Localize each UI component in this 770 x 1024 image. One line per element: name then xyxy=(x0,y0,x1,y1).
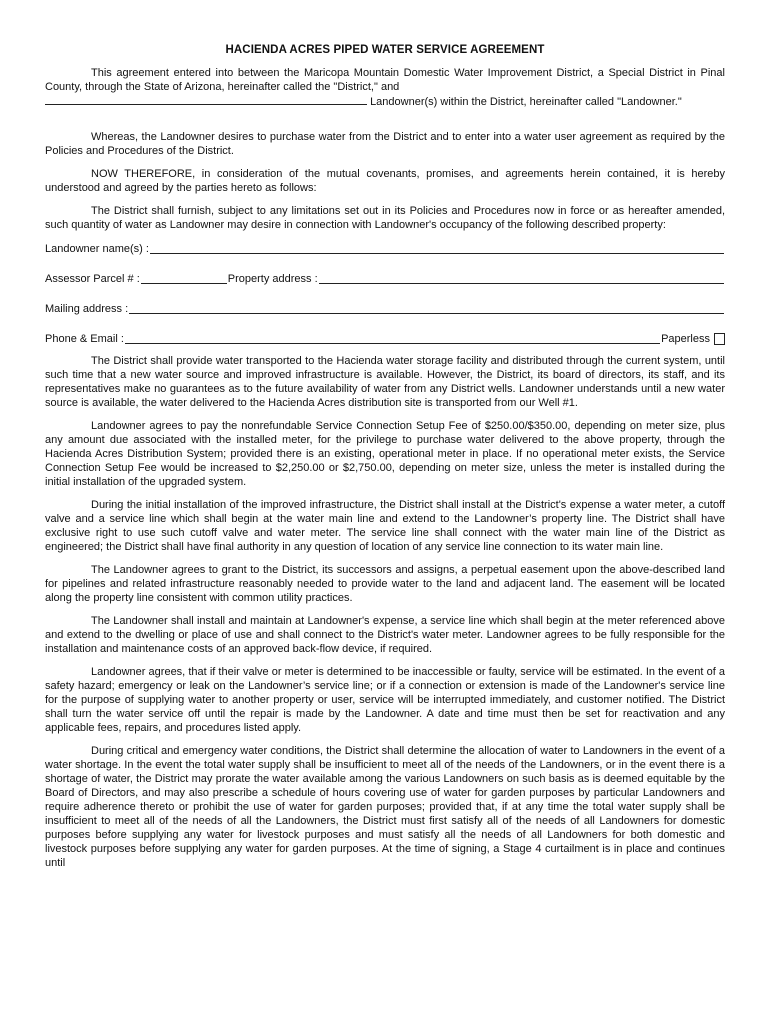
water-transport-paragraph: The District shall provide water transported to the Hacienda water storage facility and distributed through the current system, until such time that a new water source and improved infrastructure is available. However, the District, its board of directors, its staff, and its representatives make no guarantees as to the future availability of water from any District wells. Landowner understands until a new water source is available, the water delivered to the Hacienda Acres distribution site is transported from our Well #1. xyxy=(45,355,725,409)
furnish-paragraph: The District shall furnish, subject to any limitations set out in its Policies and Procedures now in force or as hereafter amended, such quantity of water as Landowner may desire in connection with Landowner's occupancy of the following described property: xyxy=(45,205,725,231)
property-address-label: Property address : xyxy=(227,273,318,285)
now-therefore-paragraph: NOW THEREFORE, in consideration of the mutual covenants, promises, and agreements herein contained, it is hereby understood and agreed by the parties hereto as follows: xyxy=(45,168,725,194)
service-line-paragraph: The Landowner shall install and maintain at Landowner's expense, a service line which shall begin at the meter referenced above and extend to the dwelling or place of use and shall connect to the District's water meter. Landowner agrees to be fully responsible for the installation and maintenance costs of an approved back-flow device, if required. xyxy=(45,615,725,655)
paperless-option xyxy=(661,332,725,346)
assessor-parcel-field[interactable] xyxy=(141,272,227,284)
faulty-meter-paragraph: Landowner agrees, that if their valve or meter is determined to be inaccessible or faulty, service will be estimated. In the event of a safety hazard; emergency or leak on the Landowner’s service line; or if a connection or extension is made of the Landowner's service line for the purpose of supplying water to another property or user, service will be interrupted immediately, and customer notified. The District shall turn the water service off until the repair is made by the Landowner. A date and time must then be set for reactivation and any applicable fees, repairs, and procedures listed apply. xyxy=(45,666,725,734)
intro-paragraph xyxy=(45,66,725,94)
mailing-address-field[interactable] xyxy=(129,302,724,314)
mailing-address-label: Mailing address : xyxy=(45,303,129,315)
property-address-field[interactable] xyxy=(319,272,724,284)
paperless-label: Paperless xyxy=(661,333,710,345)
landowner-names-label: Landowner name(s) : xyxy=(45,243,149,255)
intro-text-part2: Landowner(s) within the District, hereinafter called "Landowner." xyxy=(370,96,682,108)
phone-email-row xyxy=(45,332,725,346)
parcel-address-row xyxy=(45,272,725,286)
water-shortage-paragraph: During critical and emergency water conditions, the District shall determine the allocation of water to Landowners in the event of a water shortage. In the event the total water supply shall be insufficient to meet all of the needs of the Landowners, or in the event there is a shortage of water, the District may prorate the water available among the various Landowners on such basis as is deemed equitable by the Board of Directors, and may also prescribe a schedule of hours covering use of water for garden purposes by particular Landowners and require adherence thereto or prohibit the use of water for garden purposes; provided that, if at any time the total water supply shall be insufficient to meet all of the needs of all the Landowners, the District must first satisfy all of the needs of all Landowners for domestic purposes before supplying any water for livestock purposes and must satisfy all the needs of all Landowners for both domestic and livestock purposes before supplying any water for garden purposes. At the time of signing, a Stage 4 curtailment is in place and continues until xyxy=(45,745,725,869)
easement-paragraph: The Landowner agrees to grant to the District, its successors and assigns, a perpetual easement upon the above-described land for pipelines and related infrastructure reasonably needed to provide water to the land and adjacent land. The easement will be located along the property line consistent with common utility practices. xyxy=(45,564,725,604)
mailing-address-row xyxy=(45,302,725,316)
landowner-names-field[interactable] xyxy=(150,242,724,254)
phone-email-label: Phone & Email : xyxy=(45,333,124,345)
intro-text-part1: This agreement entered into between the Maricopa Mountain Domestic Water Improvement District, a Special District in Pinal County, through the State of Arizona, hereinafter called the "District," and xyxy=(45,67,725,93)
assessor-parcel-label: Assessor Parcel # : xyxy=(45,273,140,285)
whereas-paragraph: Whereas, the Landowner desires to purchase water from the District and to enter into a water user agreement as required by the Policies and Procedures of the District. xyxy=(45,131,725,157)
page-title: HACIENDA ACRES PIPED WATER SERVICE AGREEMENT xyxy=(225,44,545,56)
paperless-checkbox[interactable] xyxy=(714,333,725,345)
landowner-names-row xyxy=(45,242,725,256)
landowner-blank[interactable] xyxy=(45,94,367,105)
installation-paragraph: During the initial installation of the improved infrastructure, the District shall install at the District's expense a water meter, a cutoff valve and a service line which shall begin at the water main line and extend to the Landowner’s property line. The District shall have exclusive right to use such cutoff valve and water meter. The service line shall connect with the water main line of the District as engineered; the District shall have final authority in any question of location of any service line connection to its water main line. xyxy=(45,499,725,553)
setup-fee-paragraph: Landowner agrees to pay the nonrefundable Service Connection Setup Fee of $250.00/$350.00, depending on meter size, plus any amount due associated with the installed meter, for the privilege to purchase water delivered to the above property, through the Hacienda Acres Distribution System; provided there is an existing, operational meter in place. If no operational meter exists, the Service Connection Setup Fee would be increased to $2,250.00 or $2,750.00, depending on meter size, unless the meter is installed during the initial installation of the upgraded system. xyxy=(45,420,725,488)
phone-email-field[interactable] xyxy=(125,332,660,344)
intro-landowner-line xyxy=(45,94,725,109)
